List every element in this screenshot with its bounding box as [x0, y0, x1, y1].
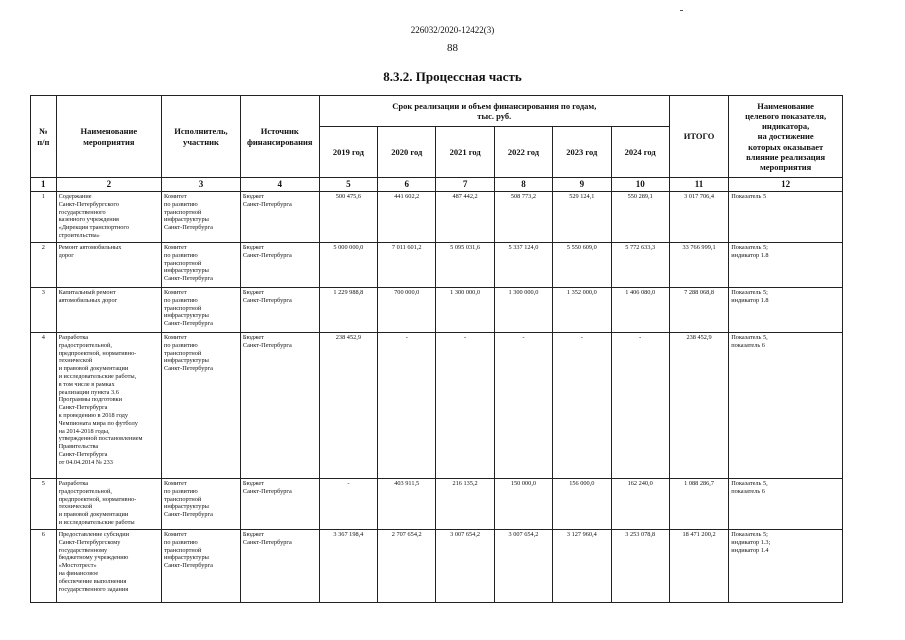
executor: Комитет по развитию транспортной инфраструктуры Санкт-Петербурга — [164, 193, 213, 232]
year-amount: 3 007 654,2 — [450, 531, 481, 538]
year-amount-cell — [611, 479, 669, 530]
section-title: 8.3.2. Процессная часть — [383, 69, 522, 84]
year-amount-cell — [319, 243, 377, 288]
header-total: ИТОГО — [669, 96, 728, 178]
executor-cell — [162, 192, 241, 243]
column-number: 4 — [240, 178, 319, 192]
year-amount: 5 095 031,6 — [450, 244, 481, 251]
year-amount-cell — [494, 530, 552, 603]
total-amount: 7 288 068,8 — [684, 289, 715, 296]
year-amount: 5 000 000,0 — [333, 244, 364, 251]
year-amount-cell — [611, 333, 669, 479]
year-amount: 5 550 609,0 — [566, 244, 597, 251]
year-amount: 441 602,2 — [394, 193, 420, 200]
header-num — [31, 96, 57, 178]
year-amount: 1 300 000,0 — [508, 289, 539, 296]
year-amount-cell — [494, 243, 552, 288]
year-amount-cell — [319, 192, 377, 243]
total-amount-cell — [669, 479, 728, 530]
funding-source: Бюджет Санкт-Петербурга — [242, 531, 292, 546]
year-amount-cell — [436, 192, 494, 243]
column-number: 12 — [729, 178, 843, 192]
year-amount-cell — [378, 479, 436, 530]
column-number: 6 — [378, 178, 436, 192]
indicator-cell — [729, 243, 843, 288]
row-number: 6 — [41, 531, 45, 538]
row-number-cell — [31, 479, 57, 530]
header-period-group — [319, 96, 669, 127]
indicator: Показатель 5; индикатор 1.8 — [731, 289, 769, 304]
column-number: 10 — [611, 178, 669, 192]
year-amount-cell — [436, 530, 494, 603]
scan-mark — [680, 10, 683, 11]
year-amount: 156 000,0 — [569, 480, 595, 487]
header-year: 2024 год — [611, 127, 669, 178]
column-number: 9 — [553, 178, 611, 192]
year-amount-cell — [378, 192, 436, 243]
header-indicator-label: Наименование целевого показателя, индикатора, на достижение которых оказывает влияние реализация мероприятия — [745, 100, 827, 172]
indicator-cell — [729, 530, 843, 603]
year-amount: 7 011 601,2 — [391, 244, 422, 251]
executor-cell — [162, 479, 241, 530]
indicator: Показатель 5 — [731, 193, 767, 200]
year-amount: - — [347, 480, 350, 487]
header-indicator — [729, 96, 843, 178]
year-amount: 1 406 080,0 — [625, 289, 656, 296]
table-row — [31, 333, 843, 479]
total-amount-cell — [669, 333, 728, 479]
header-name — [56, 96, 161, 178]
executor: Комитет по развитию транспортной инфраструктуры Санкт-Петербурга — [164, 334, 213, 373]
year-amount-cell — [378, 243, 436, 288]
total-amount: 238 452,9 — [686, 334, 712, 341]
column-number: 11 — [669, 178, 728, 192]
year-amount-cell — [319, 530, 377, 603]
total-amount-cell — [669, 288, 728, 333]
activity-name-cell — [56, 243, 161, 288]
table-row — [31, 530, 843, 603]
year-amount-cell — [319, 288, 377, 333]
year-amount-cell — [553, 243, 611, 288]
total-amount-cell — [669, 192, 728, 243]
year-amount: 3 367 198,4 — [333, 531, 364, 538]
document-id: 226032/2020-12422(3) — [410, 25, 495, 35]
header-year: 2021 год — [436, 127, 494, 178]
executor: Комитет по развитию транспортной инфраструктуры Санкт-Петербурга — [164, 289, 213, 328]
year-amount-cell — [436, 288, 494, 333]
header-name-label: Наименование мероприятия — [80, 126, 138, 147]
row-number: 5 — [41, 480, 45, 487]
year-amount: 508 773,2 — [510, 193, 537, 200]
indicator: Показатель 5, показатель 6 — [731, 480, 768, 495]
row-number-cell — [31, 243, 57, 288]
row-number-cell — [31, 288, 57, 333]
header-num-label: № п/п — [37, 126, 50, 147]
executor-cell — [162, 288, 241, 333]
header-year: 2020 год — [378, 127, 436, 178]
indicator-cell — [729, 288, 843, 333]
table-row — [31, 192, 843, 243]
executor-cell — [162, 333, 241, 479]
year-amount: 216 135,2 — [452, 480, 478, 487]
year-amount: - — [464, 334, 467, 341]
total-amount-cell — [669, 530, 728, 603]
page-number: 88 — [447, 42, 458, 54]
total-amount-cell — [669, 243, 728, 288]
year-amount-cell — [436, 243, 494, 288]
year-amount: 162 240,0 — [627, 480, 653, 487]
total-amount: 33 766 999,1 — [682, 244, 716, 251]
year-amount: 550 289,1 — [627, 193, 653, 200]
executor: Комитет по развитию транспортной инфраструктуры Санкт-Петербурга — [164, 531, 213, 570]
year-amount: 1 352 000,0 — [566, 289, 597, 296]
activity-name: Предоставление субсидии Санкт-Петербургскому государственному бюджетному учреждению «Мостотрест» на финансовое обеспечение выполнения государственного задания — [58, 531, 129, 593]
year-amount-cell — [611, 192, 669, 243]
year-amount: 1 229 988,8 — [333, 289, 364, 296]
header-year: 2023 год — [553, 127, 611, 178]
funding-source-cell — [240, 288, 319, 333]
activity-name-cell — [56, 479, 161, 530]
funding-source-cell — [240, 333, 319, 479]
indicator: Показатель 5; индикатор 1.3; индикатор 1.4 — [731, 531, 771, 554]
year-amount-cell — [494, 333, 552, 479]
year-amount-cell — [553, 288, 611, 333]
header-source-label: Источник финансирования — [247, 126, 313, 147]
funding-source: Бюджет Санкт-Петербурга — [242, 193, 292, 208]
header-executor-label: Исполнитель, участник — [174, 126, 228, 147]
activity-name-cell — [56, 333, 161, 479]
column-number: 3 — [162, 178, 241, 192]
row-number: 2 — [41, 244, 45, 251]
indicator: Показатель 5, показатель 6 — [731, 334, 768, 349]
year-amount: 3 007 654,2 — [508, 531, 539, 538]
year-amount-cell — [611, 530, 669, 603]
table-row — [31, 479, 843, 530]
year-amount: 403 911,5 — [394, 480, 420, 487]
year-amount: 700 000,0 — [394, 289, 420, 296]
year-amount: 238 452,9 — [335, 334, 361, 341]
year-amount-cell — [378, 288, 436, 333]
funding-source-cell — [240, 243, 319, 288]
table-row — [31, 243, 843, 288]
column-number-row — [31, 178, 843, 192]
activity-name-cell — [56, 192, 161, 243]
indicator-cell — [729, 333, 843, 479]
funding-source-cell — [240, 530, 319, 603]
activity-name-cell — [56, 530, 161, 603]
year-amount-cell — [553, 530, 611, 603]
row-number: 1 — [41, 193, 45, 200]
year-amount: - — [580, 334, 583, 341]
column-number: 1 — [31, 178, 57, 192]
year-amount-cell — [378, 333, 436, 479]
year-amount: - — [639, 334, 642, 341]
column-number: 2 — [56, 178, 161, 192]
column-number: 5 — [319, 178, 377, 192]
funding-source: Бюджет Санкт-Петербурга — [242, 289, 292, 304]
funding-source-cell — [240, 192, 319, 243]
year-amount: 150 000,0 — [510, 480, 537, 487]
indicator-cell — [729, 479, 843, 530]
indicator: Показатель 5; индикатор 1.8 — [731, 244, 769, 259]
funding-source: Бюджет Санкт-Петербурга — [242, 244, 292, 259]
year-amount: 529 124,1 — [569, 193, 595, 200]
year-amount-cell — [319, 479, 377, 530]
indicator-cell — [729, 192, 843, 243]
row-number-cell — [31, 530, 57, 603]
funding-source-cell — [240, 479, 319, 530]
executor: Комитет по развитию транспортной инфраструктуры Санкт-Петербурга — [164, 480, 213, 519]
year-amount: 5 772 633,3 — [625, 244, 656, 251]
year-amount: 3 127 960,4 — [566, 531, 597, 538]
row-number: 4 — [41, 334, 45, 341]
row-number-cell — [31, 333, 57, 479]
header-year: 2019 год — [319, 127, 377, 178]
year-amount-cell — [436, 333, 494, 479]
activity-name: Капитальный ремонт автомобильных дорог — [58, 289, 118, 304]
total-amount: 1 088 286,7 — [684, 480, 715, 487]
total-amount: 3 017 706,4 — [684, 193, 715, 200]
funding-source: Бюджет Санкт-Петербурга — [242, 480, 292, 495]
header-executor — [162, 96, 241, 178]
year-amount-cell — [378, 530, 436, 603]
activity-name: Содержание Санкт-Петербургского государственного казенного учреждения «Дирекция транспортного строительства» — [58, 193, 129, 239]
year-amount: 1 300 000,0 — [450, 289, 481, 296]
year-amount-cell — [553, 333, 611, 479]
year-amount: - — [522, 334, 525, 341]
year-amount-cell — [553, 192, 611, 243]
column-number: 7 — [436, 178, 494, 192]
header-year: 2022 год — [494, 127, 552, 178]
executor-cell — [162, 243, 241, 288]
row-number-cell — [31, 192, 57, 243]
year-amount: 5 337 124,0 — [508, 244, 539, 251]
year-amount-cell — [494, 479, 552, 530]
year-amount: 500 475,6 — [335, 193, 361, 200]
funding-source: Бюджет Санкт-Петербурга — [242, 334, 292, 349]
activity-name-cell — [56, 288, 161, 333]
row-number: 3 — [41, 289, 45, 296]
year-amount-cell — [553, 479, 611, 530]
column-number: 8 — [494, 178, 552, 192]
header-source — [240, 96, 319, 178]
executor-cell — [162, 530, 241, 603]
year-amount-cell — [319, 333, 377, 479]
activity-name: Разработка градостроительной, предпроектной, нормативно- технической и правовой документации и исследовательские работы, в том числе в рамках реализации пункта 3.6 Программы подготовки Санкт-Петербурга к проведению в 2018 году Чемпионата мира по футболу на 2014-2018 годы, утвержденной постановлением Правительства Санкт-Петербурга от 04.04.2014 № 233 — [58, 334, 143, 466]
activity-name: Разработка градостроительной, предпроектной, нормативно- технической и правовой документации и исследовательские работы — [58, 480, 137, 526]
year-amount: - — [405, 334, 408, 341]
header-row-top — [31, 96, 843, 127]
year-amount-cell — [494, 288, 552, 333]
year-amount-cell — [494, 192, 552, 243]
activity-name: Ремонт автомобильных дорог — [58, 244, 122, 259]
financing-table — [30, 95, 843, 603]
year-amount-cell — [436, 479, 494, 530]
executor: Комитет по развитию транспортной инфраструктуры Санкт-Петербурга — [164, 244, 213, 283]
year-amount-cell — [611, 288, 669, 333]
year-amount: 3 253 078,8 — [625, 531, 656, 538]
year-amount: 2 707 654,2 — [391, 531, 422, 538]
header-period-label: Срок реализации и объем финансирования по годам, тыс. руб. — [392, 100, 597, 121]
year-amount-cell — [611, 243, 669, 288]
table-row — [31, 288, 843, 333]
year-amount: 487 442,2 — [452, 193, 478, 200]
total-amount: 18 471 200,2 — [682, 531, 716, 538]
